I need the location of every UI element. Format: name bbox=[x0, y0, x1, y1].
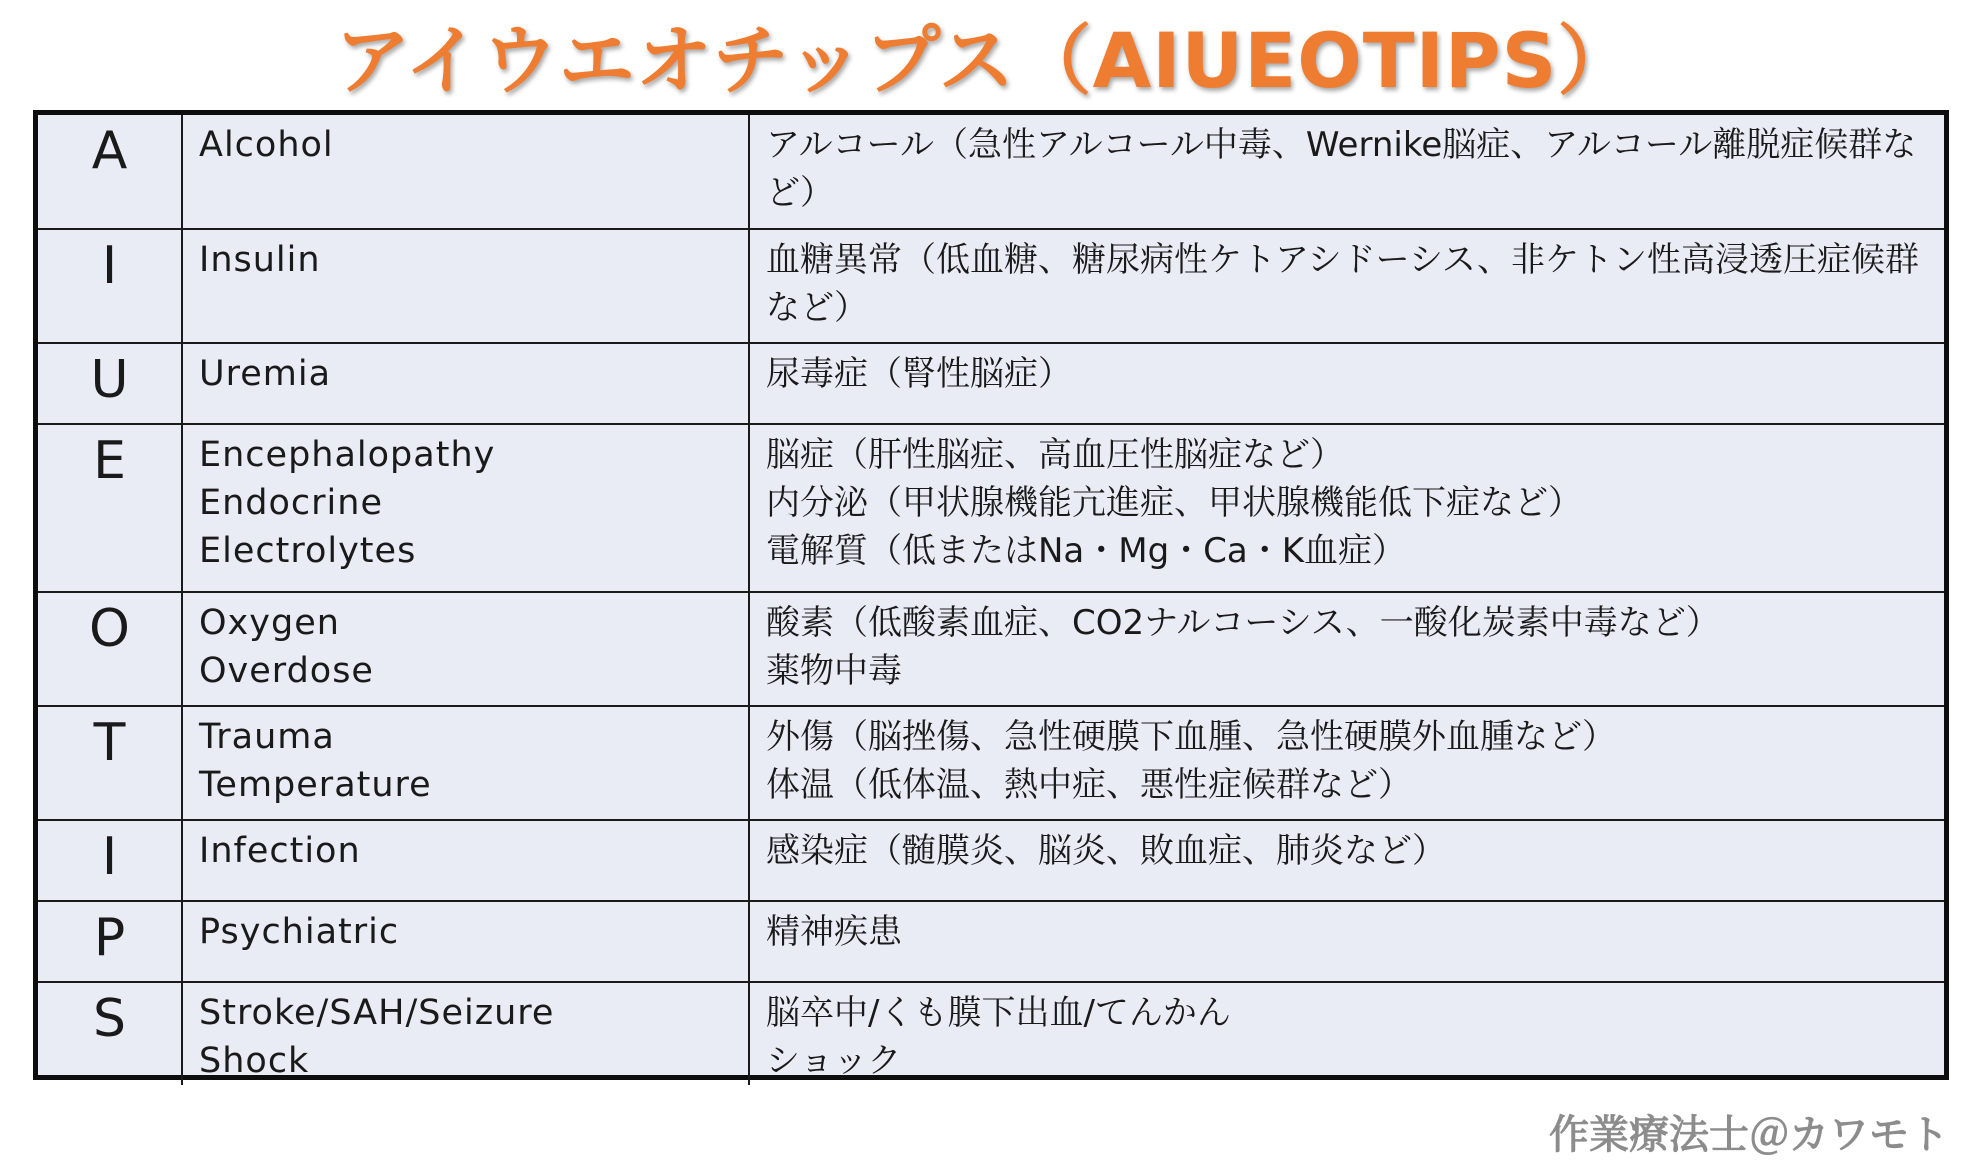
english-term: Oxygen bbox=[199, 603, 340, 643]
table-row bbox=[38, 343, 1944, 424]
row-japanese-description bbox=[749, 901, 1944, 982]
row-letter: S bbox=[38, 982, 182, 1085]
row-letter: E bbox=[38, 424, 182, 592]
row-japanese-description bbox=[749, 115, 1944, 229]
table-row bbox=[38, 424, 1944, 592]
english-term: Electrolytes bbox=[199, 531, 417, 571]
row-letter: P bbox=[38, 901, 182, 982]
row-japanese-description bbox=[749, 343, 1944, 424]
row-english-terms bbox=[182, 706, 749, 820]
table-row bbox=[38, 592, 1944, 706]
table-row bbox=[38, 229, 1944, 343]
row-english-terms bbox=[182, 115, 749, 229]
row-letter: A bbox=[38, 115, 182, 229]
table-row bbox=[38, 706, 1944, 820]
english-term: Insulin bbox=[199, 240, 321, 280]
japanese-description: ショック bbox=[766, 1041, 902, 1081]
row-english-terms bbox=[182, 424, 749, 592]
table-row bbox=[38, 820, 1944, 901]
japanese-description: 精神疾患 bbox=[766, 912, 902, 952]
japanese-description: 脳卒中/くも膜下出血/てんかん bbox=[766, 993, 1231, 1033]
row-english-terms bbox=[182, 820, 749, 901]
row-japanese-description bbox=[749, 706, 1944, 820]
row-japanese-description bbox=[749, 982, 1944, 1085]
japanese-description: 電解質（低またはNa・Mg・Ca・K血症） bbox=[766, 531, 1407, 571]
row-english-terms bbox=[182, 901, 749, 982]
row-letter: O bbox=[38, 592, 182, 706]
row-japanese-description bbox=[749, 820, 1944, 901]
row-letter: I bbox=[38, 820, 182, 901]
table-row bbox=[38, 982, 1944, 1085]
japanese-description: 体温（低体温、熱中症、悪性症候群など） bbox=[766, 765, 1412, 805]
page-title: アイウエオチップス（AIUEOTIPS） bbox=[334, 15, 1635, 105]
author-credit: 作業療法士＠カワモト bbox=[1549, 1112, 1949, 1158]
japanese-description: 内分泌（甲状腺機能亢進症、甲状腺機能低下症など） bbox=[766, 483, 1582, 523]
english-term: Psychiatric bbox=[199, 912, 400, 952]
row-english-terms bbox=[182, 229, 749, 343]
english-term: Encephalopathy bbox=[199, 435, 496, 475]
english-term: Uremia bbox=[199, 354, 332, 394]
row-japanese-description bbox=[749, 424, 1944, 592]
japanese-description: 感染症（髄膜炎、脳炎、敗血症、肺炎など） bbox=[766, 831, 1446, 871]
aiueotips-table bbox=[33, 110, 1949, 1080]
row-letter: I bbox=[38, 229, 182, 343]
japanese-description: アルコール（急性アルコール中毒、Wernike脳症、アルコール離脱症候群など） bbox=[766, 125, 1917, 213]
english-term: Infection bbox=[199, 831, 361, 871]
english-term: Alcohol bbox=[199, 125, 334, 165]
japanese-description: 尿毒症（腎性脳症） bbox=[766, 354, 1072, 394]
row-japanese-description bbox=[749, 229, 1944, 343]
english-term: Overdose bbox=[199, 651, 374, 691]
japanese-description: 酸素（低酸素血症、CO2ナルコーシス、一酸化炭素中毒など） bbox=[766, 603, 1720, 643]
english-term: Shock bbox=[199, 1041, 310, 1081]
japanese-description: 薬物中毒 bbox=[766, 651, 902, 691]
row-english-terms bbox=[182, 592, 749, 706]
row-japanese-description bbox=[749, 592, 1944, 706]
row-english-terms bbox=[182, 343, 749, 424]
row-english-terms bbox=[182, 982, 749, 1085]
english-term: Stroke/SAH/Seizure bbox=[199, 993, 555, 1033]
table-row bbox=[38, 901, 1944, 982]
english-term: Trauma bbox=[199, 717, 335, 757]
japanese-description: 脳症（肝性脳症、高血圧性脳症など） bbox=[766, 435, 1344, 475]
english-term: Temperature bbox=[199, 765, 432, 805]
japanese-description: 血糖異常（低血糖、糖尿病性ケトアシドーシス、非ケトン性高浸透圧症候群など） bbox=[766, 240, 1919, 328]
table-row bbox=[38, 115, 1944, 229]
row-letter: T bbox=[38, 706, 182, 820]
row-letter: U bbox=[38, 343, 182, 424]
english-term: Endocrine bbox=[199, 483, 383, 523]
japanese-description: 外傷（脳挫傷、急性硬膜下血腫、急性硬膜外血腫など） bbox=[766, 717, 1616, 757]
